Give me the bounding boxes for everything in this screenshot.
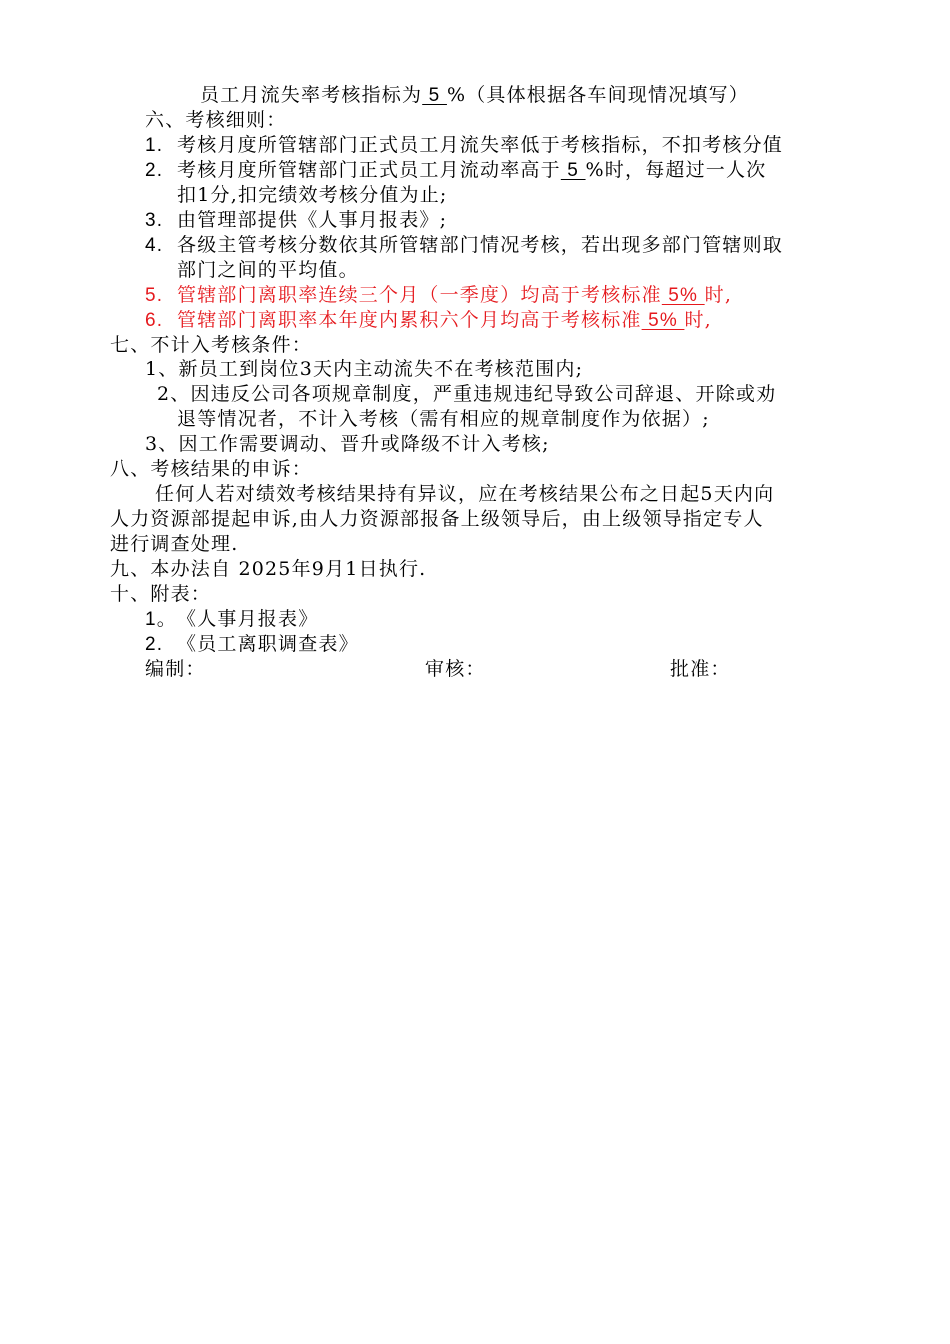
rule-item-4: [145, 233, 783, 258]
rule-text: 管辖部门离职率本年度内累积六个月均高于考核标准: [177, 309, 642, 331]
attachment-number: 2.: [145, 634, 164, 655]
rule-item-5: [145, 283, 732, 308]
rule-item-4-continuation: 部门之间的平均值。: [177, 259, 359, 281]
exclusion-item-3: 3、因工作需要调动、晋升或降级不计入考核;: [145, 433, 550, 455]
prepared-by-label: 编制：: [145, 658, 206, 680]
attachment-number: 1。: [145, 609, 177, 630]
section-8-heading: 八、考核结果的申诉：: [110, 458, 313, 480]
rule-text-tail: %时，每超过一人次: [585, 159, 767, 181]
section-7-heading: 七、不计入考核条件：: [110, 334, 313, 356]
rule-item-1: [145, 133, 783, 158]
intro-note: %（具体根据各车间现情况填写）: [446, 84, 749, 106]
attachment-item-2: [145, 632, 359, 657]
rule-text: 考核月度所管辖部门正式员工月流动率高于: [177, 159, 561, 181]
section-9-heading: 九、本办法自 2025年9月1日执行.: [110, 558, 427, 580]
rule-number: 2.: [145, 160, 164, 181]
rule-number: 1.: [145, 135, 164, 156]
appeal-paragraph-line-2: 人力资源部提起申诉,由人力资源部报备上级领导后，由上级领导指定专人: [110, 508, 764, 530]
rule-number: 3.: [145, 210, 164, 231]
turnover-target-line: [200, 83, 749, 108]
turnover-threshold-value: 5: [560, 160, 586, 181]
appeal-paragraph-line-1: 任何人若对绩效考核结果持有异议，应在考核结果公布之日起5天内向: [155, 483, 775, 505]
exclusion-item-2: 2、因违反公司各项规章制度，严重违规违纪导致公司辞退、开除或劝: [157, 383, 777, 405]
rule-item-2-continuation: 扣1分,扣完绩效考核分值为止;: [177, 184, 448, 206]
attachment-title: 《员工离职调查表》: [177, 633, 359, 655]
attachment-item-1: [145, 607, 318, 632]
turnover-target-value: 5: [422, 85, 447, 106]
intro-text: 员工月流失率考核指标为: [200, 84, 423, 106]
section-10-heading: 十、附表：: [110, 583, 212, 605]
rule-text: 考核月度所管辖部门正式员工月流失率低于考核指标，不扣考核分值: [177, 134, 784, 156]
appeal-paragraph-line-3: 进行调查处理.: [110, 533, 239, 555]
rule-text: 由管理部提供《人事月报表》;: [177, 209, 448, 231]
rule-text-tail: 时,: [704, 284, 733, 306]
reviewed-by-label: 审核：: [425, 658, 486, 680]
rule-text: 管辖部门离职率连续三个月（一季度）均高于考核标准: [177, 284, 662, 306]
attrition-standard-value: 5%: [661, 285, 705, 306]
rule-number: 6.: [145, 310, 164, 331]
section-6-heading: 六、考核细则：: [145, 109, 287, 131]
rule-item-2: [145, 158, 766, 183]
rule-item-6: [145, 308, 712, 333]
rule-number: 5.: [145, 285, 164, 306]
approved-by-label: 批准：: [670, 658, 731, 680]
exclusion-item-2-continuation: 退等情况者，不计入考核（需有相应的规章制度作为依据）;: [177, 408, 710, 430]
attrition-standard-value: 5%: [641, 310, 685, 331]
attachment-title: 《人事月报表》: [177, 608, 319, 630]
rule-item-3: [145, 208, 447, 233]
exclusion-item-1: 1、新员工到岗位3天内主动流失不在考核范围内;: [145, 358, 584, 380]
rule-text-tail: 时,: [684, 309, 712, 331]
rule-number: 4.: [145, 235, 164, 256]
rule-text: 各级主管考核分数依其所管辖部门情况考核，若出现多部门管辖则取: [177, 234, 784, 256]
